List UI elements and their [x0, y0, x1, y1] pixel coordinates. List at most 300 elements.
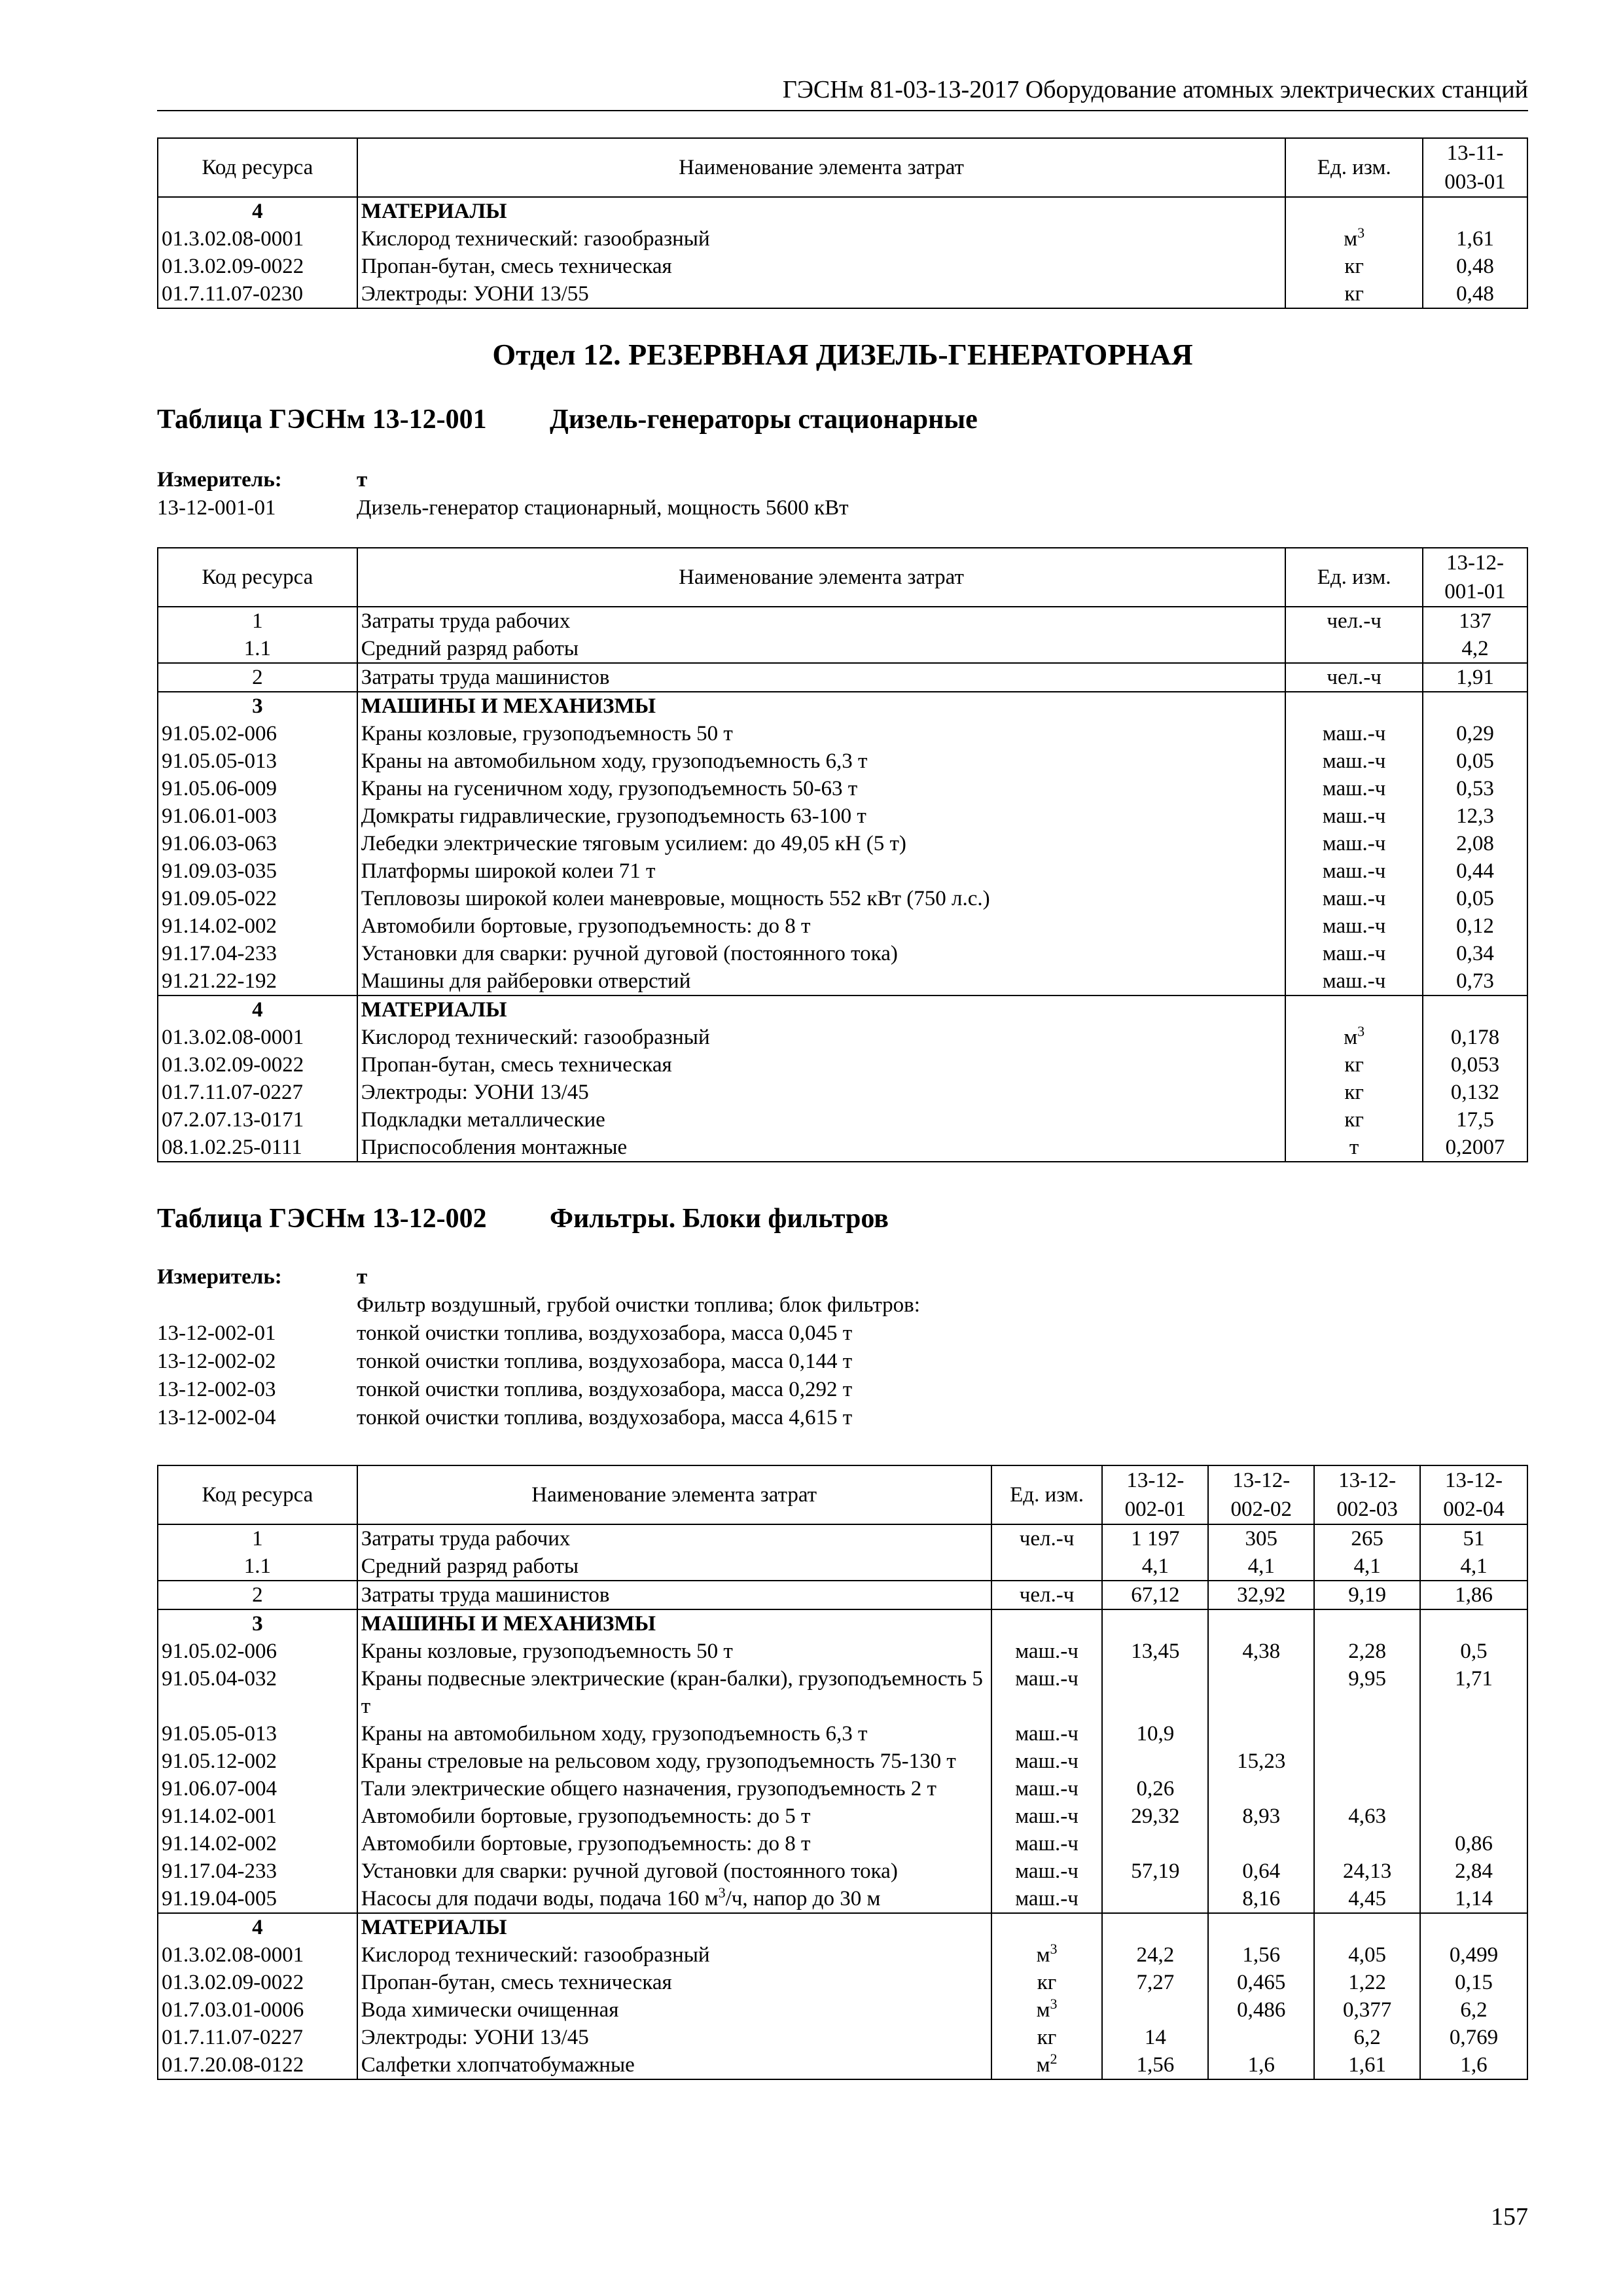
resource-name: Электроды: УОНИ 13/45 [357, 1079, 1285, 1106]
resource-code: 3 [158, 1609, 357, 1638]
table-header-row [158, 548, 1527, 607]
column-header: 13-12- 002-03 [1314, 1465, 1420, 1524]
table-row [158, 967, 1527, 996]
resource-name: Автомобили бортовые, грузоподъемность: до 8 т [357, 1830, 991, 1857]
column-header: Ед. изм. [1285, 548, 1423, 607]
resource-unit [1285, 692, 1423, 720]
resource-unit: чел.-ч [1285, 663, 1423, 692]
resource-name: Установки для сварки: ручной дуговой (постоянного тока) [357, 1857, 991, 1885]
resource-unit: кг [991, 1969, 1103, 1996]
norm-value [1208, 2024, 1314, 2051]
norm-value: 0,73 [1423, 967, 1527, 996]
norm-value [1420, 1720, 1527, 1748]
norm-value: 1,61 [1314, 2051, 1420, 2079]
measure-intro: Фильтр воздушный, грубой очистки топлива; блок фильтров: [357, 1293, 920, 1317]
norm-value: 67,12 [1102, 1581, 1208, 1609]
resource-unit [991, 1913, 1103, 1941]
resource-unit: маш.-ч [991, 1803, 1103, 1830]
norm-value: 24,13 [1314, 1857, 1420, 1885]
norm-value: 24,2 [1102, 1941, 1208, 1969]
resource-unit: маш.-ч [991, 1720, 1103, 1748]
resource-code: 91.09.03-035 [158, 857, 357, 885]
resource-name: Платформы широкой колеи 71 т [357, 857, 1285, 885]
norm-value [1208, 1609, 1314, 1638]
group-heading-row [158, 1609, 1527, 1638]
resource-code: 3 [158, 692, 357, 720]
resource-name: Подкладки металлические [357, 1106, 1285, 1134]
resource-code: 01.7.11.07-0230 [158, 280, 357, 308]
table-row [158, 1024, 1527, 1051]
norm-value [1102, 1885, 1208, 1913]
table-row [158, 607, 1527, 635]
norm-value: 4,45 [1314, 1885, 1420, 1913]
resource-code: 01.3.02.08-0001 [158, 225, 357, 253]
resource-unit: маш.-ч [1285, 912, 1423, 940]
table-row [158, 802, 1527, 830]
resource-table-13-12-001 [157, 547, 1528, 1162]
table-row [158, 1665, 1527, 1720]
norm-value: 0,05 [1423, 885, 1527, 912]
resource-unit: маш.-ч [1285, 720, 1423, 747]
norm-value [1423, 996, 1527, 1024]
norm-value: 8,16 [1208, 1885, 1314, 1913]
resource-unit: $м^3$ [991, 1941, 1103, 1969]
resource-unit: $м^3$ [1285, 1024, 1423, 1051]
resource-unit: маш.-ч [1285, 775, 1423, 802]
table-row [158, 940, 1527, 967]
resource-code: 1.1 [158, 635, 357, 663]
column-header: Наименование элемента затрат [357, 1465, 991, 1524]
norm-value: 4,63 [1314, 1803, 1420, 1830]
resource-code: 01.3.02.09-0022 [158, 1051, 357, 1079]
resource-code: 91.05.04-032 [158, 1665, 357, 1720]
resource-code: 01.3.02.09-0022 [158, 1969, 357, 1996]
group-heading-row [158, 1913, 1527, 1941]
norm-value: 9,19 [1314, 1581, 1420, 1609]
resource-name: Тали электрические общего назначения, грузоподъемность 2 т [357, 1775, 991, 1803]
resource-code: 01.7.20.08-0122 [158, 2051, 357, 2079]
norm-value: 0,29 [1423, 720, 1527, 747]
resource-code: 91.06.07-004 [158, 1775, 357, 1803]
measure-item [157, 494, 1528, 522]
resource-unit: маш.-ч [991, 1775, 1103, 1803]
resource-unit: кг [1285, 1079, 1423, 1106]
table-row [158, 1857, 1527, 1885]
norm-value: 4,05 [1314, 1941, 1420, 1969]
resource-name: Кислород технический: газообразный [357, 1941, 991, 1969]
resource-name: МАТЕРИАЛЫ [357, 996, 1285, 1024]
resource-code: 01.7.11.07-0227 [158, 1079, 357, 1106]
norm-value: 4,1 [1420, 1552, 1527, 1581]
norm-value [1420, 1609, 1527, 1638]
resource-code: 08.1.02.25-0111 [158, 1134, 357, 1162]
measure-label: Измеритель: [157, 1265, 282, 1289]
resource-unit: маш.-ч [991, 1885, 1103, 1913]
norm-value: 0,48 [1423, 280, 1527, 308]
norm-value: 51 [1420, 1524, 1527, 1552]
norm-value: 6,2 [1420, 1996, 1527, 2024]
measure-item-text: Дизель-генератор стационарный, мощность 5600 кВт [357, 496, 849, 520]
column-header: Код ресурса [158, 1465, 357, 1524]
resource-unit: кг [1285, 1051, 1423, 1079]
norm-value [1102, 1665, 1208, 1720]
resource-code: 91.19.04-005 [158, 1885, 357, 1913]
norm-value: 1,14 [1420, 1885, 1527, 1913]
norm-value: 0,377 [1314, 1996, 1420, 2024]
resource-name: МАШИНЫ И МЕХАНИЗМЫ [357, 692, 1285, 720]
norm-value [1314, 1775, 1420, 1803]
table-row [158, 1775, 1527, 1803]
table-row [158, 1581, 1527, 1609]
table-row [158, 280, 1527, 308]
resource-unit: чел.-ч [991, 1581, 1103, 1609]
table-row [158, 663, 1527, 692]
norm-value: 6,2 [1314, 2024, 1420, 2051]
norm-value: 1,91 [1423, 663, 1527, 692]
norm-value [1208, 1830, 1314, 1857]
table-header-row [158, 1465, 1527, 1524]
table-row [158, 857, 1527, 885]
resource-unit: кг [1285, 1106, 1423, 1134]
table-title-13-12-001 [157, 404, 978, 435]
measure-item-text: тонкой очистки топлива, воздухозабора, масса 0,292 т [357, 1378, 853, 1401]
table-row [158, 747, 1527, 775]
resource-name: Приспособления монтажные [357, 1134, 1285, 1162]
resource-code: 91.05.06-009 [158, 775, 357, 802]
norm-value: 1,6 [1420, 2051, 1527, 2079]
table-title-name: Фильтры. Блоки фильтров [550, 1204, 889, 1234]
resource-code: 91.05.05-013 [158, 747, 357, 775]
measure-item-code: 13-12-002-04 [157, 1406, 276, 1429]
table-row [158, 830, 1527, 857]
table-title-code: Таблица ГЭСНм 13-12-002 [157, 1204, 487, 1234]
resource-code: 2 [158, 1581, 357, 1609]
resource-name: Средний разряд работы [357, 1552, 991, 1581]
running-header: ГЭСНм 81-03-13-2017 Оборудование атомных электрических станций [157, 73, 1528, 111]
table-row [158, 912, 1527, 940]
resource-name: Затраты труда машинистов [357, 1581, 991, 1609]
column-header: 13-12- 002-04 [1420, 1465, 1527, 1524]
norm-value: 0,05 [1423, 747, 1527, 775]
table-row [158, 2051, 1527, 2079]
group-heading-row [158, 692, 1527, 720]
norm-value [1314, 1609, 1420, 1638]
measure-unit: т [357, 1265, 368, 1289]
column-header: Ед. изм. [1285, 138, 1423, 197]
resource-unit: маш.-ч [991, 1665, 1103, 1720]
table-row [158, 1885, 1527, 1913]
resource-name: Затраты труда рабочих [357, 607, 1285, 635]
norm-value: 14 [1102, 2024, 1208, 2051]
norm-value: 265 [1314, 1524, 1420, 1552]
norm-value: 1,61 [1423, 225, 1527, 253]
norm-value [1420, 1913, 1527, 1941]
resource-unit: маш.-ч [1285, 885, 1423, 912]
resource-name: Лебедки электрические тяговым усилием: до 49,05 кН (5 т) [357, 830, 1285, 857]
resource-name: Пропан-бутан, смесь техническая [357, 253, 1285, 280]
norm-value: 0,48 [1423, 253, 1527, 280]
resource-name: Вода химически очищенная [357, 1996, 991, 2024]
norm-value [1314, 1830, 1420, 1857]
column-header: Код ресурса [158, 138, 357, 197]
resource-name: Краны козловые, грузоподъемность 50 т [357, 720, 1285, 747]
table-row [158, 1079, 1527, 1106]
resource-code: 91.09.05-022 [158, 885, 357, 912]
resource-unit: чел.-ч [1285, 607, 1423, 635]
column-header: 13-12- 002-01 [1102, 1465, 1208, 1524]
column-header: 13-11- 003-01 [1423, 138, 1527, 197]
norm-value: 0,769 [1420, 2024, 1527, 2051]
norm-value: 137 [1423, 607, 1527, 635]
table-row [158, 225, 1527, 253]
resource-name: Насосы для подачи воды, подача 160 $м^3/ч$, напор до 30 м [357, 1885, 991, 1913]
table-title-name: Дизель-генераторы стационарные [550, 404, 978, 435]
resource-table-13-12-002 [157, 1465, 1528, 2080]
column-header: 13-12- 001-01 [1423, 548, 1527, 607]
table-row [158, 1941, 1527, 1969]
resource-name: Электроды: УОНИ 13/55 [357, 280, 1285, 308]
resource-code: 4 [158, 197, 357, 225]
norm-value: 15,23 [1208, 1748, 1314, 1775]
measure-block-13-12-002 [157, 1263, 1528, 1433]
norm-value: 0,486 [1208, 1996, 1314, 2024]
resource-code: 91.17.04-233 [158, 940, 357, 967]
measure-item [157, 1348, 1528, 1376]
table-row [158, 1134, 1527, 1162]
resource-unit: маш.-ч [1285, 940, 1423, 967]
norm-value: 9,95 [1314, 1665, 1420, 1720]
resource-name: Затраты труда рабочих [357, 1524, 991, 1552]
resource-name: Тепловозы широкой колеи маневровые, мощность 552 кВт (750 л.с.) [357, 885, 1285, 912]
resource-code: 91.21.22-192 [158, 967, 357, 996]
column-header: Наименование элемента затрат [357, 548, 1285, 607]
resource-name: МАШИНЫ И МЕХАНИЗМЫ [357, 1609, 991, 1638]
resource-unit: маш.-ч [1285, 967, 1423, 996]
norm-value: 1,56 [1208, 1941, 1314, 1969]
norm-value: 4,1 [1208, 1552, 1314, 1581]
resource-unit: маш.-ч [1285, 747, 1423, 775]
table-row [158, 635, 1527, 663]
resource-code: 91.05.05-013 [158, 1720, 357, 1748]
table-row [158, 885, 1527, 912]
table-row [158, 1748, 1527, 1775]
norm-value: 12,3 [1423, 802, 1527, 830]
resource-name: Краны козловые, грузоподъемность 50 т [357, 1638, 991, 1665]
norm-value [1314, 1748, 1420, 1775]
norm-value [1208, 1775, 1314, 1803]
measure-item [157, 1319, 1528, 1348]
resource-code: 91.14.02-002 [158, 1830, 357, 1857]
norm-value [1420, 1748, 1527, 1775]
measure-block-13-12-001 [157, 466, 1528, 525]
resource-code: 07.2.07.13-0171 [158, 1106, 357, 1134]
resource-unit: $м^2$ [991, 2051, 1103, 2079]
resource-name: Краны на гусеничном ходу, грузоподъемность 50-63 т [357, 775, 1285, 802]
norm-value: 0,499 [1420, 1941, 1527, 1969]
norm-value [1208, 1913, 1314, 1941]
column-header: Наименование элемента затрат [357, 138, 1285, 197]
column-header: 13-12- 002-02 [1208, 1465, 1314, 1524]
resource-code: 1.1 [158, 1552, 357, 1581]
resource-code: 91.17.04-233 [158, 1857, 357, 1885]
group-heading-row [158, 197, 1527, 225]
resource-code: 01.3.02.08-0001 [158, 1941, 357, 1969]
norm-value: 4,2 [1423, 635, 1527, 663]
resource-name: Автомобили бортовые, грузоподъемность: до 5 т [357, 1803, 991, 1830]
measure-item-text: тонкой очистки топлива, воздухозабора, масса 0,144 т [357, 1350, 853, 1373]
norm-value: 4,1 [1314, 1552, 1420, 1581]
measure-unit: т [357, 468, 368, 492]
norm-value: 4,38 [1208, 1638, 1314, 1665]
resource-name: Машины для райберовки отверстий [357, 967, 1285, 996]
resource-code: 01.3.02.09-0022 [158, 253, 357, 280]
norm-value: 1,86 [1420, 1581, 1527, 1609]
resource-unit: т [1285, 1134, 1423, 1162]
norm-value [1423, 197, 1527, 225]
resource-unit [1285, 996, 1423, 1024]
resource-name: Кислород технический: газообразный [357, 225, 1285, 253]
norm-value: 0,53 [1423, 775, 1527, 802]
norm-value [1102, 1609, 1208, 1638]
norm-value: 1,71 [1420, 1665, 1527, 1720]
resource-unit: кг [1285, 280, 1423, 308]
resource-unit: $м^3$ [1285, 225, 1423, 253]
measure-item-code: 13-12-002-02 [157, 1350, 276, 1373]
resource-name: Домкраты гидравлические, грузоподъемность 63-100 т [357, 802, 1285, 830]
norm-value: 13,45 [1102, 1638, 1208, 1665]
resource-name: Средний разряд работы [357, 635, 1285, 663]
resource-unit: кг [991, 2024, 1103, 2051]
table-header-row [158, 138, 1527, 197]
norm-value: 0,34 [1423, 940, 1527, 967]
norm-value: 0,465 [1208, 1969, 1314, 1996]
table-row [158, 1638, 1527, 1665]
norm-value: 0,178 [1423, 1024, 1527, 1051]
norm-value: 1,56 [1102, 2051, 1208, 2079]
norm-value: 0,44 [1423, 857, 1527, 885]
table-row [158, 720, 1527, 747]
section-title: Отдел 12. РЕЗЕРВНАЯ ДИЗЕЛЬ-ГЕНЕРАТОРНАЯ [492, 338, 1193, 371]
table-row [158, 1830, 1527, 1857]
table-row [158, 1524, 1527, 1552]
norm-value: 305 [1208, 1524, 1314, 1552]
norm-value: 0,5 [1420, 1638, 1527, 1665]
table-row [158, 253, 1527, 280]
norm-value: 0,64 [1208, 1857, 1314, 1885]
resource-unit: чел.-ч [991, 1524, 1103, 1552]
norm-value: 0,053 [1423, 1051, 1527, 1079]
resource-code: 91.06.01-003 [158, 802, 357, 830]
resource-name: МАТЕРИАЛЫ [357, 1913, 991, 1941]
resource-code: 01.3.02.08-0001 [158, 1024, 357, 1051]
table-row [158, 1106, 1527, 1134]
resource-unit: маш.-ч [991, 1830, 1103, 1857]
resource-code: 1 [158, 607, 357, 635]
table-title-13-12-002 [157, 1203, 889, 1234]
resource-code: 2 [158, 663, 357, 692]
norm-value: 32,92 [1208, 1581, 1314, 1609]
column-header: Код ресурса [158, 548, 357, 607]
norm-value: 57,19 [1102, 1857, 1208, 1885]
resource-code: 4 [158, 996, 357, 1024]
resource-code: 91.05.02-006 [158, 720, 357, 747]
norm-value [1208, 1665, 1314, 1720]
measure-item-code: 13-12-002-03 [157, 1378, 276, 1401]
resource-name: МАТЕРИАЛЫ [357, 197, 1285, 225]
resource-code: 01.7.03.01-0006 [158, 1996, 357, 2024]
resource-unit [991, 1609, 1103, 1638]
resource-unit: маш.-ч [991, 1638, 1103, 1665]
table-row [158, 775, 1527, 802]
norm-value [1102, 1996, 1208, 2024]
resource-name: Электроды: УОНИ 13/45 [357, 2024, 991, 2051]
measure-item-code: 13-12-001-01 [157, 496, 276, 520]
resource-code: 91.14.02-001 [158, 1803, 357, 1830]
resource-unit: маш.-ч [991, 1748, 1103, 1775]
resource-name: Краны стреловые на рельсовом ходу, грузоподъемность 75-130 т [357, 1748, 991, 1775]
norm-value [1208, 1720, 1314, 1748]
resource-code: 01.7.11.07-0227 [158, 2024, 357, 2051]
norm-value [1314, 1913, 1420, 1941]
norm-value: 29,32 [1102, 1803, 1208, 1830]
resource-name: Салфетки хлопчатобумажные [357, 2051, 991, 2079]
resource-code: 1 [158, 1524, 357, 1552]
group-heading-row [158, 996, 1527, 1024]
norm-value: 0,2007 [1423, 1134, 1527, 1162]
norm-value: 2,28 [1314, 1638, 1420, 1665]
table-row [158, 1803, 1527, 1830]
resource-unit: маш.-ч [1285, 802, 1423, 830]
table-title-code: Таблица ГЭСНм 13-12-001 [157, 404, 487, 435]
resource-code: 91.05.02-006 [158, 1638, 357, 1665]
resource-name: Краны подвесные электрические (кран-балки), грузоподъемность 5 т [357, 1665, 991, 1720]
norm-value: 1,22 [1314, 1969, 1420, 1996]
norm-value [1102, 1748, 1208, 1775]
norm-value: 0,86 [1420, 1830, 1527, 1857]
page-number: 157 [1491, 2203, 1528, 2231]
norm-value: 0,132 [1423, 1079, 1527, 1106]
resource-name: Пропан-бутан, смесь техническая [357, 1969, 991, 1996]
norm-value: 1 197 [1102, 1524, 1208, 1552]
norm-value: 0,26 [1102, 1775, 1208, 1803]
measure-item-code: 13-12-002-01 [157, 1321, 276, 1345]
measure-item [157, 1404, 1528, 1432]
norm-value: 0,12 [1423, 912, 1527, 940]
table-row [158, 1552, 1527, 1581]
resource-name: Краны на автомобильном ходу, грузоподъемность 6,3 т [357, 747, 1285, 775]
resource-unit: маш.-ч [991, 1857, 1103, 1885]
norm-value: 2,08 [1423, 830, 1527, 857]
norm-value [1420, 1775, 1527, 1803]
resource-unit: кг [1285, 253, 1423, 280]
norm-value [1102, 1913, 1208, 1941]
resource-unit: маш.-ч [1285, 830, 1423, 857]
resource-name: Автомобили бортовые, грузоподъемность: до 8 т [357, 912, 1285, 940]
resource-unit: $м^3$ [991, 1996, 1103, 2024]
resource-name: Пропан-бутан, смесь техническая [357, 1051, 1285, 1079]
column-header: Ед. изм. [991, 1465, 1103, 1524]
norm-value [1314, 1720, 1420, 1748]
resource-table-13-11-003 [157, 137, 1528, 309]
resource-unit [1285, 197, 1423, 225]
resource-name: Краны на автомобильном ходу, грузоподъемность 6,3 т [357, 1720, 991, 1748]
table-row [158, 1051, 1527, 1079]
norm-value: 1,6 [1208, 2051, 1314, 2079]
resource-name: Установки для сварки: ручной дуговой (постоянного тока) [357, 940, 1285, 967]
norm-value: 10,9 [1102, 1720, 1208, 1748]
norm-value: 4,1 [1102, 1552, 1208, 1581]
measure-item [157, 1376, 1528, 1404]
